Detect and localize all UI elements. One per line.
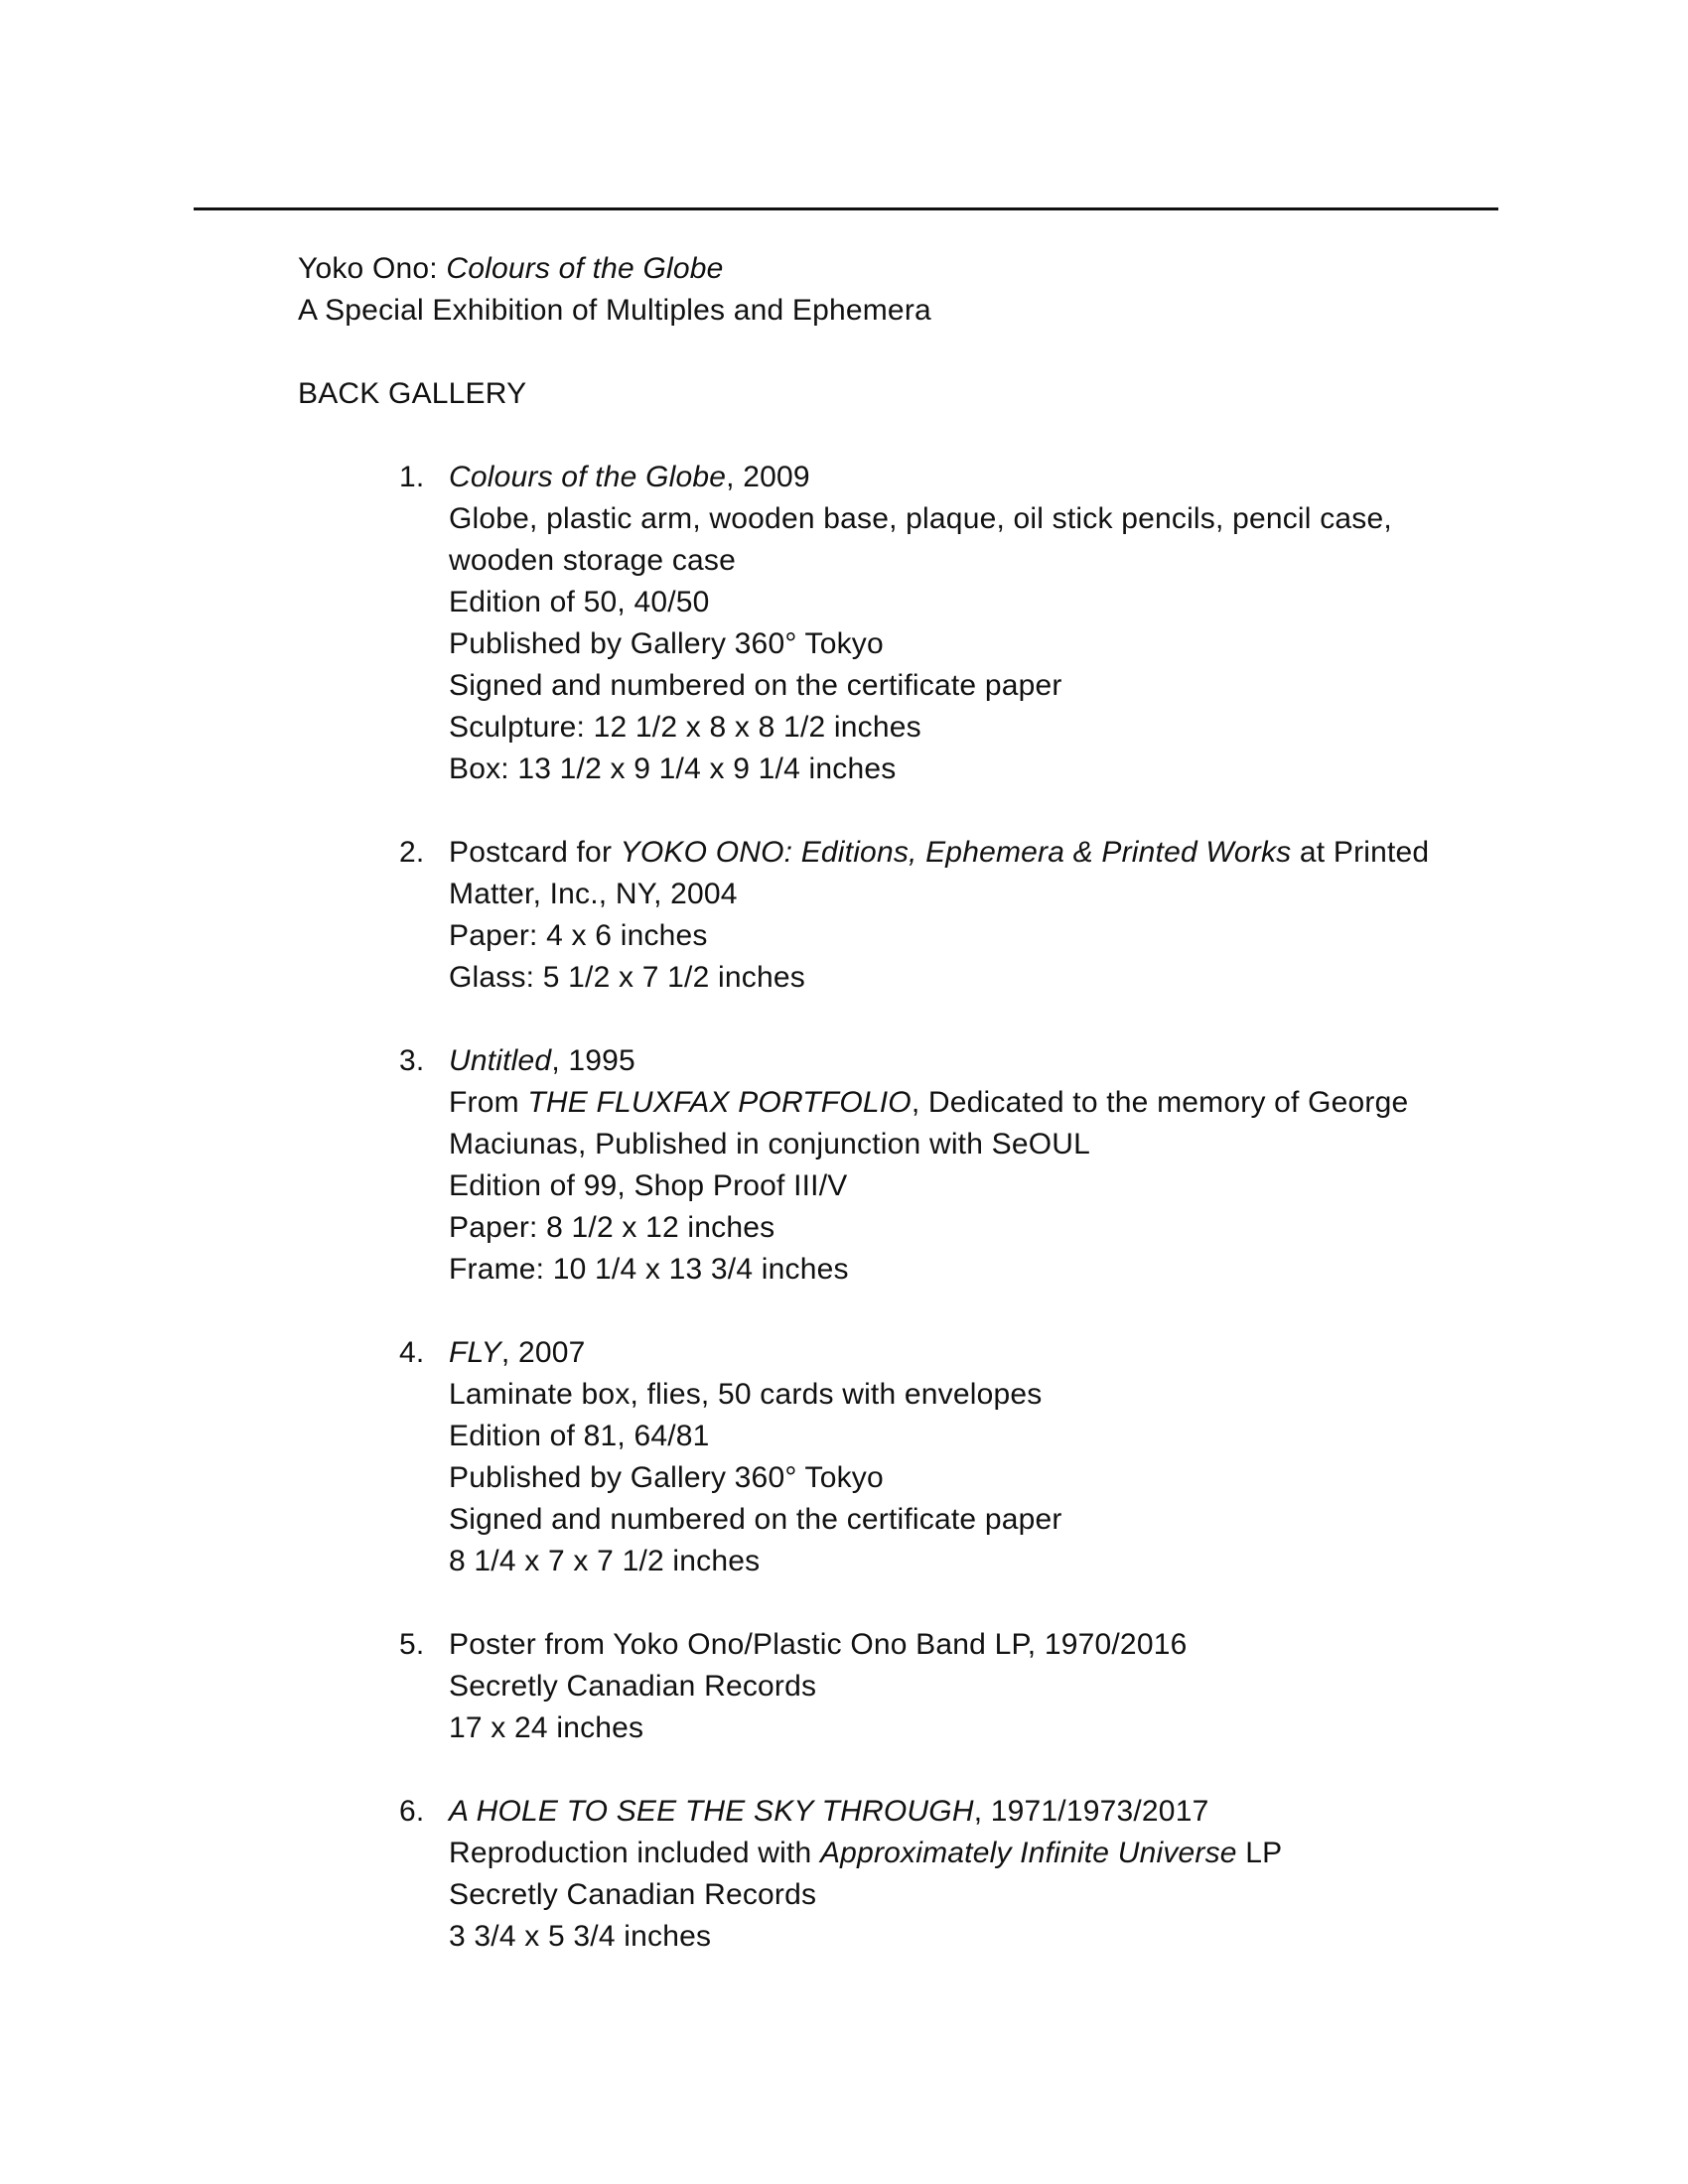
item-number: 1. [399, 461, 425, 493]
item-detail: Reproduction included with Approximately Infinite Universe LP [449, 1837, 1283, 1869]
item-detail: wooden storage case [449, 544, 736, 577]
item-detail: Laminate box, flies, 50 cards with envelopes [449, 1378, 1043, 1411]
checklist-item-2 [298, 832, 1489, 999]
item-detail: Sculpture: 12 1/2 x 8 x 8 1/2 inches [449, 711, 921, 744]
item-detail: Edition of 81, 64/81 [449, 1420, 710, 1452]
item-detail: Glass: 5 1/2 x 7 1/2 inches [449, 961, 805, 994]
item-detail: Frame: 10 1/4 x 13 3/4 inches [449, 1253, 849, 1286]
item-detail: Signed and numbered on the certificate paper [449, 669, 1062, 702]
horizontal-rule [194, 207, 1498, 210]
item-detail: Paper: 4 x 6 inches [449, 919, 708, 952]
item-title: A HOLE TO SEE THE SKY THROUGH, 1971/1973/2017 [449, 1795, 1209, 1828]
item-title: Poster from Yoko Ono/Plastic Ono Band LP, 1970/2016 [449, 1628, 1188, 1661]
item-detail: 17 x 24 inches [449, 1711, 644, 1744]
checklist-item-5 [298, 1624, 1489, 1749]
item-detail: Matter, Inc., NY, 2004 [449, 878, 738, 910]
item-number: 3. [399, 1044, 425, 1077]
item-number: 2. [399, 836, 425, 869]
item-detail: Published by Gallery 360° Tokyo [449, 627, 884, 660]
item-detail: Edition of 99, Shop Proof III/V [449, 1169, 848, 1202]
section-label: BACK GALLERY [298, 377, 527, 410]
item-title: Untitled, 1995 [449, 1044, 635, 1077]
checklist-item-3 [298, 1040, 1489, 1291]
document-title: Yoko Ono: Colours of the Globe [298, 252, 724, 285]
item-detail: Box: 13 1/2 x 9 1/4 x 9 1/4 inches [449, 752, 897, 785]
checklist-item-1 [298, 457, 1489, 790]
item-detail: Paper: 8 1/2 x 12 inches [449, 1211, 775, 1244]
exhibition-checklist [298, 248, 1489, 1999]
item-title: FLY, 2007 [449, 1336, 586, 1369]
item-detail: Globe, plastic arm, wooden base, plaque, oil stick pencils, pencil case, [449, 502, 1392, 535]
checklist-item-4 [298, 1332, 1489, 1582]
item-detail: 8 1/4 x 7 x 7 1/2 inches [449, 1545, 761, 1577]
item-detail: Secretly Canadian Records [449, 1670, 817, 1703]
checklist-item-6 [298, 1791, 1489, 1958]
item-title: Postcard for YOKO ONO: Editions, Ephemera & Printed Works at Printed [449, 836, 1430, 869]
item-detail: Edition of 50, 40/50 [449, 586, 710, 618]
item-detail: Published by Gallery 360° Tokyo [449, 1461, 884, 1494]
item-number: 6. [399, 1795, 425, 1828]
item-number: 4. [399, 1336, 425, 1369]
item-detail: From THE FLUXFAX PORTFOLIO, Dedicated to the memory of George [449, 1086, 1409, 1119]
document-header [298, 248, 1489, 332]
item-detail: Signed and numbered on the certificate paper [449, 1503, 1062, 1536]
document-subtitle: A Special Exhibition of Multiples and Ephemera [298, 294, 931, 327]
item-detail: 3 3/4 x 5 3/4 inches [449, 1920, 712, 1953]
item-detail: Maciunas, Published in conjunction with SeOUL [449, 1128, 1091, 1160]
item-title: Colours of the Globe, 2009 [449, 461, 810, 493]
item-number: 5. [399, 1628, 425, 1661]
item-detail: Secretly Canadian Records [449, 1878, 817, 1911]
